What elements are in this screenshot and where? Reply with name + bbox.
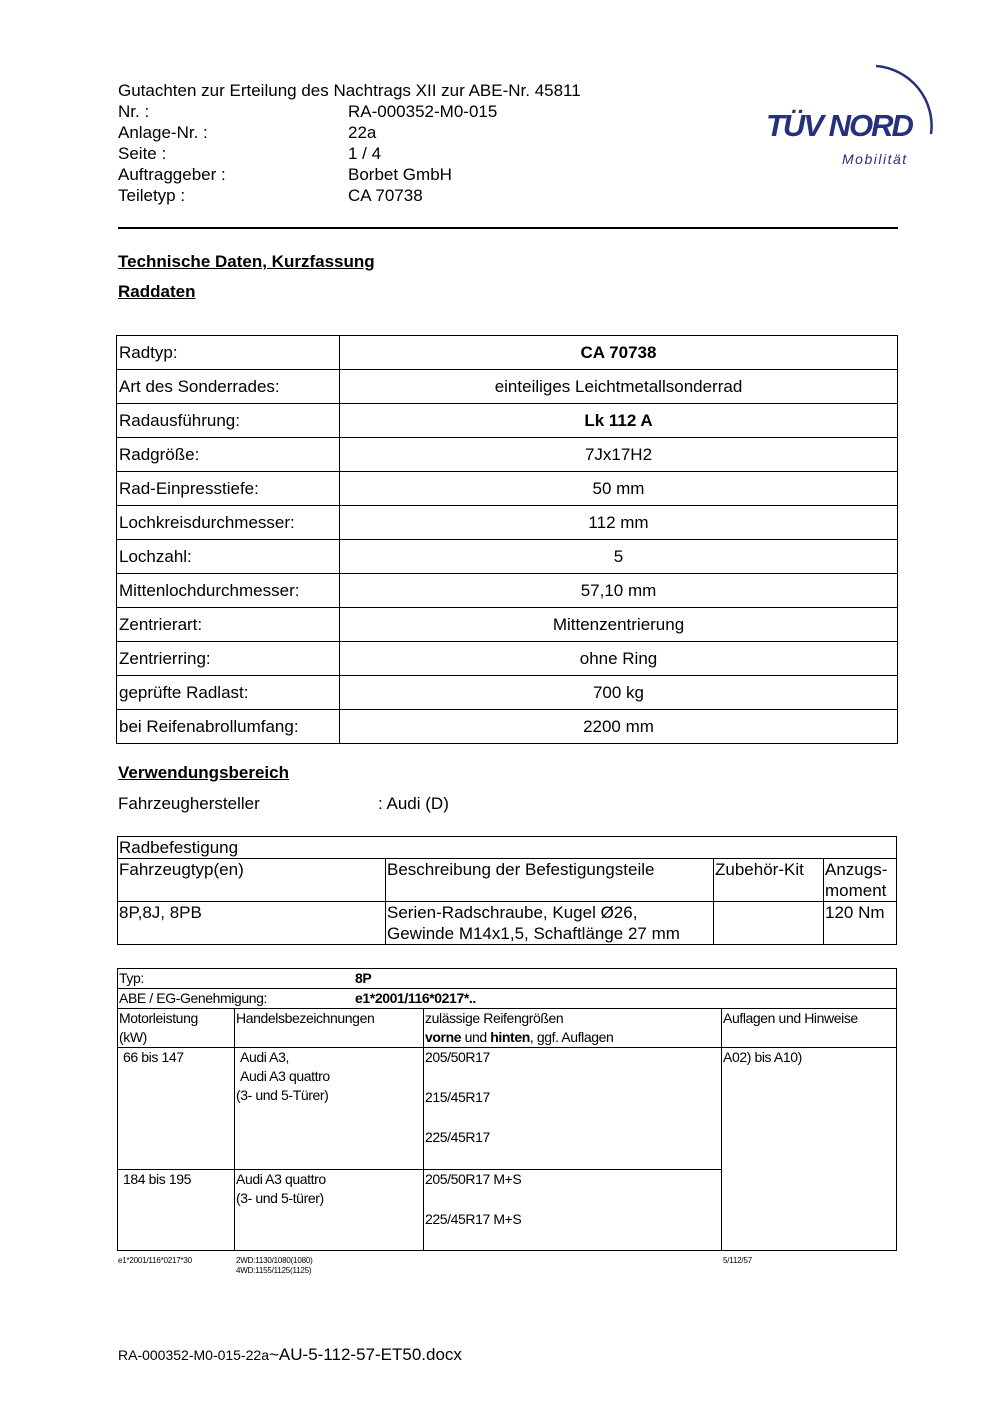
footnote-code: 5/112/57	[723, 1256, 752, 1265]
table-row: Radgröße: 7Jx17H2	[117, 438, 898, 472]
table-row: Typ: 8P	[118, 969, 897, 989]
table-row: Fahrzeugtyp(en) Beschreibung der Befestigungsteile Zubehör-Kit Anzugs- moment	[118, 859, 897, 902]
table-row: Motorleistung (kW) Handelsbezeichnungen zulässige Reifengrößen vorne und hinten, ggf. Auflagen Auflagen und Hinweise	[118, 1009, 897, 1048]
table-row: 66 bis 147 Audi A3, Audi A3 quattro (3- und 5-Türer) 205/50R17 215/45R17 225/45R17 A02) bis A10)	[118, 1048, 897, 1170]
table-row: 184 bis 195 Audi A3 quattro (3- und 5-türer) 205/50R17 M+S 225/45R17 M+S	[118, 1170, 897, 1251]
section-title-verwendungsbereich: Verwendungsbereich	[118, 763, 289, 782]
table-row: Radausführung: Lk 112 A	[117, 404, 898, 438]
logo-subtitle: Mobilität	[842, 151, 908, 167]
fahrzeughersteller	[118, 794, 449, 814]
radbefestigung-title: Radbefestigung	[118, 837, 897, 859]
table-row: Radtyp: CA 70738	[117, 336, 898, 370]
header-row-anlage: Anlage-Nr. : 22a	[118, 123, 377, 142]
radbefestigung-table	[117, 836, 897, 945]
table-row: Lochkreisdurchmesser: 112 mm	[117, 506, 898, 540]
table-row: Mittenlochdurchmesser: 57,10 mm	[117, 574, 898, 608]
footnote-abe: e1*2001/116*0217*30	[118, 1256, 192, 1265]
fahrzeughersteller-label: Fahrzeughersteller	[118, 794, 260, 813]
header-row-seite: Seite : 1 / 4	[118, 144, 382, 163]
fahrzeughersteller-value: : Audi (D)	[378, 794, 449, 813]
table-row: 8P,8J, 8PB Serien-Radschraube, Kugel Ø26, Gewinde M14x1,5, Schaftlänge 27 mm 120 Nm	[118, 902, 897, 945]
table-row: Rad-Einpresstiefe: 50 mm	[117, 472, 898, 506]
tuev-nord-logo	[766, 58, 946, 173]
section-title-raddaten: Raddaten	[118, 282, 196, 301]
table-row: ABE / EG-Genehmigung: e1*2001/116*0217*..	[118, 989, 897, 1009]
table-row: geprüfte Radlast: 700 kg	[117, 676, 898, 710]
table-row: Zentrierart: Mittenzentrierung	[117, 608, 898, 642]
typ-table	[117, 968, 897, 1251]
table-row: Zentrierring: ohne Ring	[117, 642, 898, 676]
table-row: bei Reifenabrollumfang: 2200 mm	[117, 710, 898, 744]
page-footer-filename: RA-000352-M0-015-22a~AU-5-112-57-ET50.docx	[118, 1345, 462, 1364]
footnote-weights: 2WD:1130/1080(1080) 4WD:1155/1125(1125)	[236, 1256, 313, 1275]
document-header	[118, 80, 581, 206]
table-row: Art des Sonderrades: einteiliges Leichtmetallsonderrad	[117, 370, 898, 404]
header-divider	[118, 227, 898, 229]
section-title-technische-daten: Technische Daten, Kurzfassung	[118, 252, 375, 271]
header-row-nr: Nr. : RA-000352-M0-015	[118, 102, 498, 121]
logo-wordmark: TÜV NORD	[766, 108, 912, 143]
document-title: Gutachten zur Erteilung des Nachtrags XII zur ABE-Nr. 45811	[118, 81, 581, 100]
table-row	[118, 837, 897, 859]
header-row-teiletyp: Teiletyp : CA 70738	[118, 186, 423, 205]
table-row: Lochzahl: 5	[117, 540, 898, 574]
header-row-auftraggeber: Auftraggeber : Borbet GmbH	[118, 165, 452, 184]
raddaten-table	[116, 335, 898, 744]
